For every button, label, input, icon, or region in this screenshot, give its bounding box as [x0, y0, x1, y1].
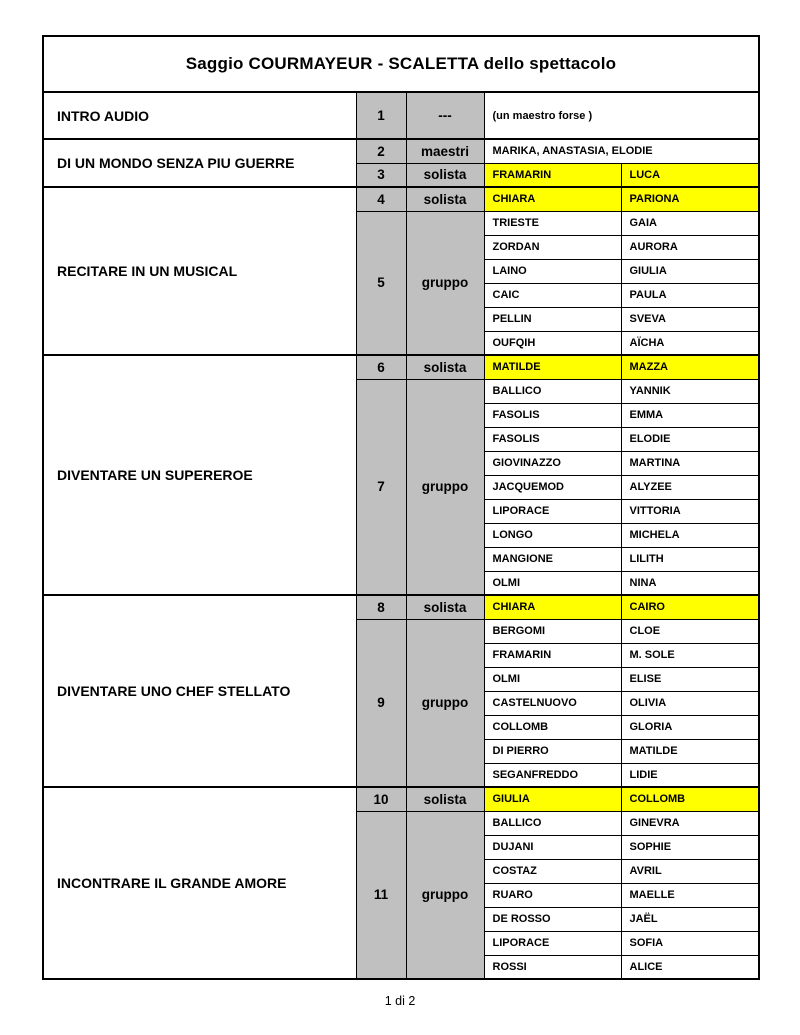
- firstname-cell: PAULA: [621, 283, 759, 307]
- position-number-cell: 9: [356, 619, 406, 787]
- scaletta-table: [42, 35, 760, 980]
- firstname-cell: COLLOMB: [621, 787, 759, 811]
- position-number-cell: 4: [356, 187, 406, 211]
- position-number-cell: 2: [356, 139, 406, 163]
- song-title-cell: INCONTRARE IL GRANDE AMORE: [43, 787, 356, 979]
- surname-cell: FRAMARIN: [484, 643, 621, 667]
- surname-cell: BERGOMI: [484, 619, 621, 643]
- surname-cell: ROSSI: [484, 955, 621, 979]
- names-note-cell: (un maestro forse ): [484, 92, 759, 139]
- firstname-cell: MATILDE: [621, 739, 759, 763]
- position-number-cell: 3: [356, 163, 406, 187]
- firstname-cell: JAËL: [621, 907, 759, 931]
- surname-cell: COSTAZ: [484, 859, 621, 883]
- role-cell: solista: [406, 163, 484, 187]
- firstname-cell: AÏCHA: [621, 331, 759, 355]
- page-title: Saggio COURMAYEUR - SCALETTA dello spettacolo: [43, 36, 759, 92]
- table-row: [43, 92, 759, 139]
- surname-cell: COLLOMB: [484, 715, 621, 739]
- firstname-cell: GLORIA: [621, 715, 759, 739]
- page-number: 1 di 2: [384, 994, 416, 1008]
- position-number-cell: 10: [356, 787, 406, 811]
- role-cell: solista: [406, 787, 484, 811]
- surname-cell: CHIARA: [484, 595, 621, 619]
- surname-cell: OLMI: [484, 667, 621, 691]
- firstname-cell: ELODIE: [621, 427, 759, 451]
- role-cell: gruppo: [406, 619, 484, 787]
- song-title-cell: DI UN MONDO SENZA PIU GUERRE: [43, 139, 356, 187]
- surname-cell: LIPORACE: [484, 931, 621, 955]
- surname-cell: FASOLIS: [484, 427, 621, 451]
- table-row: [43, 787, 759, 811]
- firstname-cell: OLIVIA: [621, 691, 759, 715]
- position-number-cell: 11: [356, 811, 406, 979]
- position-number-cell: 7: [356, 379, 406, 595]
- surname-cell: CHIARA: [484, 187, 621, 211]
- firstname-cell: LILITH: [621, 547, 759, 571]
- role-cell: solista: [406, 187, 484, 211]
- firstname-cell: SOPHIE: [621, 835, 759, 859]
- song-title-cell: DIVENTARE UN SUPEREROE: [43, 355, 356, 595]
- surname-cell: LAINO: [484, 259, 621, 283]
- role-cell: gruppo: [406, 379, 484, 595]
- role-cell: solista: [406, 595, 484, 619]
- firstname-cell: SVEVA: [621, 307, 759, 331]
- firstname-cell: YANNIK: [621, 379, 759, 403]
- surname-cell: GIULIA: [484, 787, 621, 811]
- role-cell: gruppo: [406, 211, 484, 355]
- position-number-cell: 1: [356, 92, 406, 139]
- surname-cell: JACQUEMOD: [484, 475, 621, 499]
- firstname-cell: MARTINA: [621, 451, 759, 475]
- surname-cell: MANGIONE: [484, 547, 621, 571]
- firstname-cell: M. SOLE: [621, 643, 759, 667]
- table-row: [43, 355, 759, 379]
- firstname-cell: GIULIA: [621, 259, 759, 283]
- names-note-cell: MARIKA, ANASTASIA, ELODIE: [484, 139, 759, 163]
- firstname-cell: AURORA: [621, 235, 759, 259]
- song-title-cell: INTRO AUDIO: [43, 92, 356, 139]
- firstname-cell: ALICE: [621, 955, 759, 979]
- surname-cell: DUJANI: [484, 835, 621, 859]
- surname-cell: FASOLIS: [484, 403, 621, 427]
- position-number-cell: 6: [356, 355, 406, 379]
- firstname-cell: VITTORIA: [621, 499, 759, 523]
- firstname-cell: LIDIE: [621, 763, 759, 787]
- surname-cell: OLMI: [484, 571, 621, 595]
- surname-cell: CAIC: [484, 283, 621, 307]
- song-title-cell: RECITARE IN UN MUSICAL: [43, 187, 356, 355]
- table-row: [43, 187, 759, 211]
- firstname-cell: CLOE: [621, 619, 759, 643]
- firstname-cell: SOFIA: [621, 931, 759, 955]
- position-number-cell: 8: [356, 595, 406, 619]
- position-number-cell: 5: [356, 211, 406, 355]
- firstname-cell: NINA: [621, 571, 759, 595]
- surname-cell: OUFQIH: [484, 331, 621, 355]
- role-cell: maestri: [406, 139, 484, 163]
- surname-cell: ZORDAN: [484, 235, 621, 259]
- firstname-cell: EMMA: [621, 403, 759, 427]
- surname-cell: CASTELNUOVO: [484, 691, 621, 715]
- role-cell: gruppo: [406, 811, 484, 979]
- firstname-cell: GINEVRA: [621, 811, 759, 835]
- table-row: [43, 139, 759, 163]
- firstname-cell: GAIA: [621, 211, 759, 235]
- firstname-cell: PARIONA: [621, 187, 759, 211]
- surname-cell: BALLICO: [484, 379, 621, 403]
- surname-cell: PELLIN: [484, 307, 621, 331]
- surname-cell: RUARO: [484, 883, 621, 907]
- firstname-cell: MAZZA: [621, 355, 759, 379]
- firstname-cell: ELISE: [621, 667, 759, 691]
- surname-cell: TRIESTE: [484, 211, 621, 235]
- surname-cell: LONGO: [484, 523, 621, 547]
- firstname-cell: ALYZEE: [621, 475, 759, 499]
- firstname-cell: LUCA: [621, 163, 759, 187]
- surname-cell: FRAMARIN: [484, 163, 621, 187]
- surname-cell: DI PIERRO: [484, 739, 621, 763]
- surname-cell: GIOVINAZZO: [484, 451, 621, 475]
- table-row: [43, 595, 759, 619]
- surname-cell: MATILDE: [484, 355, 621, 379]
- surname-cell: DE ROSSO: [484, 907, 621, 931]
- surname-cell: SEGANFREDDO: [484, 763, 621, 787]
- role-cell: ---: [406, 92, 484, 139]
- firstname-cell: CAIRO: [621, 595, 759, 619]
- firstname-cell: MICHELA: [621, 523, 759, 547]
- song-title-cell: DIVENTARE UNO CHEF STELLATO: [43, 595, 356, 787]
- role-cell: solista: [406, 355, 484, 379]
- firstname-cell: MAELLE: [621, 883, 759, 907]
- surname-cell: LIPORACE: [484, 499, 621, 523]
- firstname-cell: AVRIL: [621, 859, 759, 883]
- title-row: [43, 36, 759, 92]
- surname-cell: BALLICO: [484, 811, 621, 835]
